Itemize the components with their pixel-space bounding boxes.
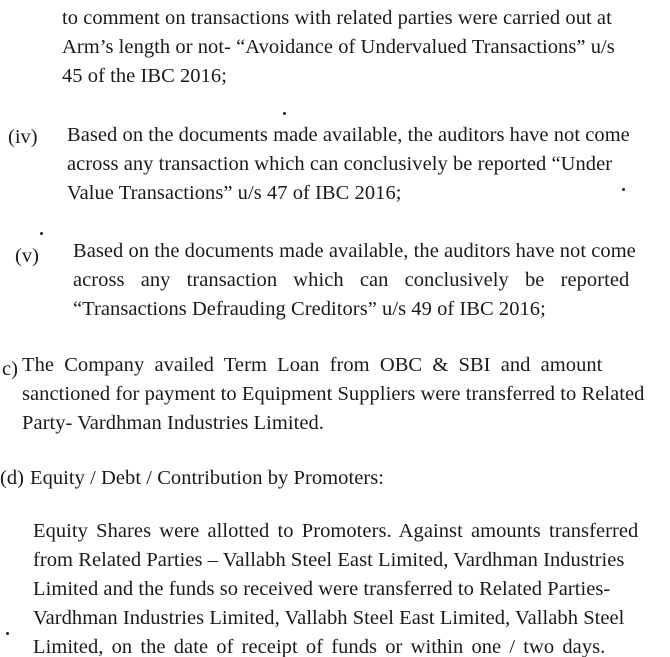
scan-speck [622,188,625,191]
item-d-marker: (d) [0,467,24,489]
item-v-marker: (v) [15,245,39,267]
item-c-marker: c) [2,358,18,380]
item-d-heading: Equity / Debt / Contribution by Promoters: [30,467,385,489]
paragraph-d-line-2: from Related Parties – Vallabh Steel East Limited, Vardhman Industries [33,549,625,571]
paragraph-d-line-1: Equity Shares were allotted to Promoters. Against amounts transferred [33,520,639,542]
scan-speck [283,112,286,115]
paragraph-d-line-4: Vardhman Industries Limited, Vallabh Steel East Limited, Vallabh Steel [33,607,625,629]
item-iv-line-3: Value Transactions” u/s 47 of IBC 2016; [67,182,402,204]
item-c-line-1: The Company availed Term Loan from OBC & SBI and amount [22,354,603,376]
item-v-line-2: across any transaction which can conclusively be reported [73,269,630,291]
item-c-line-3: Party- Vardhman Industries Limited. [22,412,324,434]
scan-speck [6,632,9,635]
item-iv-line-1: Based on the documents made available, the auditors have not come [67,124,630,146]
item-c-line-2: sanctioned for payment to Equipment Suppliers were transferred to Related [22,383,645,405]
intro-line-3: 45 of the IBC 2016; [62,65,227,87]
paragraph-d-line-5: Limited, on the date of receipt of funds or within one / two days. [33,636,606,657]
item-iv-line-2: across any transaction which can conclusively be reported “Under [67,153,613,175]
item-iv-marker: (iv) [8,126,38,148]
intro-line-1: to comment on transactions with related parties were carried out at [62,7,612,29]
item-v-line-3: “Transactions Defrauding Creditors” u/s 49 of IBC 2016; [73,298,546,320]
scan-speck [40,232,43,235]
intro-line-2: Arm’s length or not- “Avoidance of Undervalued Transactions” u/s [62,36,615,58]
item-v-line-1: Based on the documents made available, the auditors have not come [73,240,636,262]
paragraph-d-line-3: Limited and the funds so received were transferred to Related Parties- [33,578,611,600]
